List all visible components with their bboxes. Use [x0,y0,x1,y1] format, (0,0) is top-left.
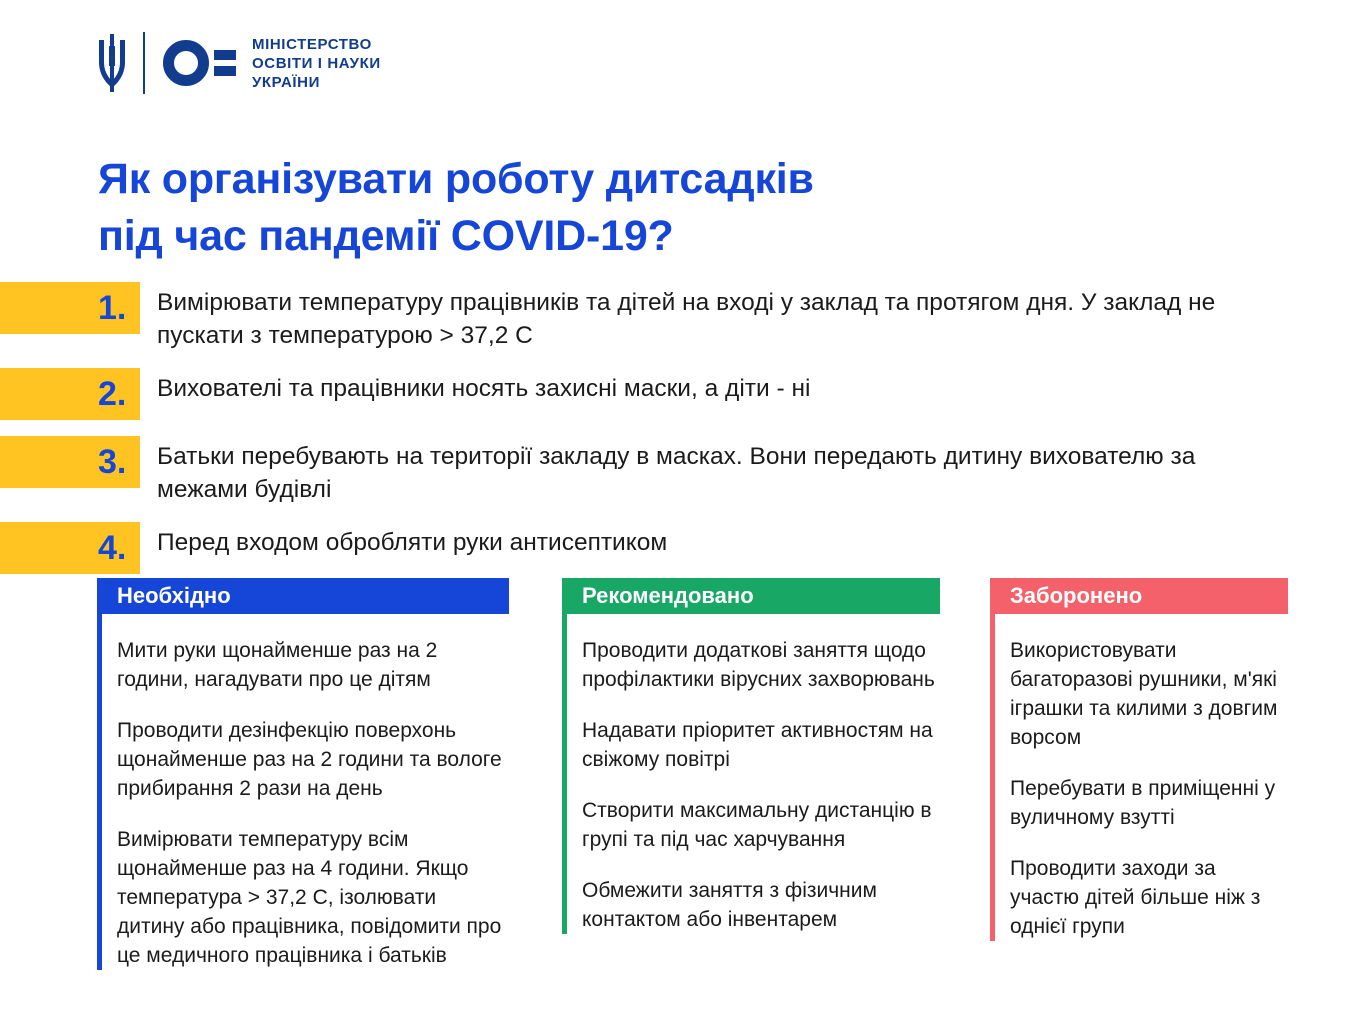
mon-logo-mark [163,40,236,86]
list-item: Створити максимальну дистанцію в групі та під час харчування [582,799,932,851]
list-item: Перебувати в приміщенні у вуличному взутті [1010,777,1276,829]
ministry-line-2: ОСВІТИ І НАУКИ [252,54,381,72]
list-item: Мити руки щонайменше раз на 2 години, нагадувати про це дітям [117,639,438,691]
list-item: Проводити дезінфекцію поверхонь щонайменше раз на 2 години та вологе прибирання 2 рази на день [117,719,502,800]
logo-circle-icon [163,40,209,86]
ministry-name [252,35,381,92]
ministry-logo [95,28,381,98]
column-body [562,614,940,934]
list-item-text: Перед входом обробляти руки антисептиком [157,529,668,556]
logo-bars-icon [214,47,236,79]
column-recommended [562,578,940,934]
list-item: Проводити додаткові заняття щодо профілактики вірусних захворювань [582,639,935,691]
column-required [97,578,509,970]
column-body [990,614,1288,941]
list-item [0,436,1300,506]
column-body [97,614,509,970]
ministry-line-1: МІНІСТЕРСТВО [252,35,372,53]
ukraine-trident-icon [95,32,129,94]
list-item-number: 3. [98,443,127,481]
column-forbidden [990,578,1288,941]
column-header: Рекомендовано [562,578,940,614]
page-title-line-1: Як організувати роботу дитсадків [98,154,814,203]
numbered-rules-list [0,282,1300,590]
list-item-number: 4. [98,529,127,567]
list-item [0,368,1300,420]
ministry-line-3: УКРАЇНИ [252,73,320,91]
list-item-number: 1. [98,289,127,327]
page-title-line-2: під час пандемії COVID-19? [98,211,674,260]
list-item: Надавати пріоритет активностям на свіжому повітрі [582,719,933,771]
column-header: Необхідно [97,578,509,614]
list-item: Обмежити заняття з фізичним контактом або інвентарем [582,879,877,931]
page-title [98,151,1198,265]
logo-divider [143,32,145,94]
list-item [0,282,1300,352]
list-item-text: Вихователі та працівники носять захисні маски, а діти - ні [157,375,811,402]
list-item-number: 2. [98,375,127,413]
list-item-text: Батьки перебувають на території закладу в масках. Вони передають дитину вихователю за межами будівлі [157,443,1196,503]
column-header: Заборонено [990,578,1288,614]
list-item-text: Вимірювати температуру працівників та дітей на вході у заклад та протягом дня. У заклад не пускати з температурою > 37,2 С [157,289,1216,349]
list-item: Проводити заходи за участю дітей більше ніж з однієї групи [1010,857,1261,938]
list-item: Використовувати багаторазові рушники, м'які іграшки та килими з довгим ворсом [1010,639,1278,749]
guidance-columns [0,578,1365,1008]
list-item [0,522,1300,574]
list-item: Вимірювати температуру всім щонайменше раз на 4 години. Якщо температура > 37,2 С, ізолювати дитину або працівника, повідомити про це медичного працівника і батьків [117,828,502,967]
